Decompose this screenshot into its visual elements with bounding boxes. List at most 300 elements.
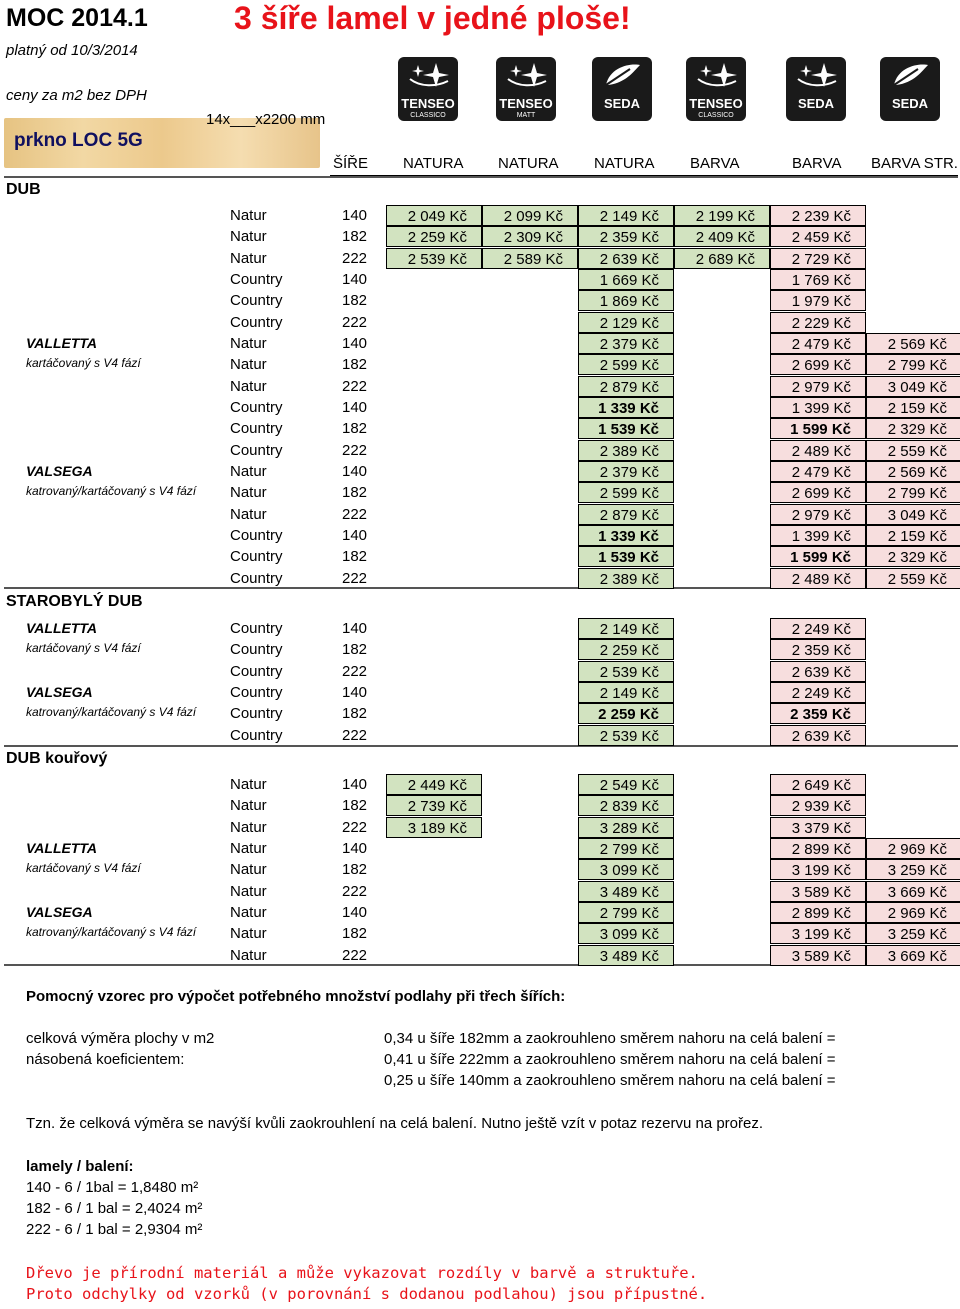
empty-cell (674, 482, 770, 503)
price-cell: 2 489 Kč (770, 568, 866, 589)
price-cell: 1 539 Kč (578, 546, 674, 567)
price-cell: 2 739 Kč (386, 795, 482, 816)
empty-cell (674, 546, 770, 567)
variant-label: VALSEGA (26, 463, 93, 479)
section-title: DUB (6, 181, 41, 198)
empty-cell (482, 795, 578, 816)
width-cell: 182 (342, 861, 368, 878)
quality-cell: Country (230, 663, 283, 680)
empty-cell (674, 333, 770, 354)
empty-cell (482, 440, 578, 461)
logo-subtitle: CLASSICO (410, 112, 446, 119)
empty-cell (386, 504, 482, 525)
width-cell: 182 (342, 925, 368, 942)
pack-222: 222 - 6 / 1 bal = 2,9304 m² (26, 1221, 203, 1238)
quality-cell: Natur (230, 819, 267, 836)
width-cell: 140 (342, 620, 368, 637)
price-cell: 2 239 Kč (770, 205, 866, 226)
empty-cell (386, 354, 482, 375)
price-cell: 2 899 Kč (770, 902, 866, 923)
table-row (226, 661, 958, 682)
price-cell: 2 329 Kč (866, 418, 960, 439)
quality-cell: Country (230, 641, 283, 658)
price-cell: 3 489 Kč (578, 945, 674, 966)
price-cell: 1 339 Kč (578, 525, 674, 546)
area-label: celková výměra plochy v m2 (26, 1030, 215, 1047)
width-cell: 182 (342, 641, 368, 658)
empty-cell (482, 618, 578, 639)
empty-cell (386, 376, 482, 397)
table-row (226, 504, 958, 525)
column-header: NATURA (498, 155, 559, 172)
price-cell: 2 569 Kč (866, 461, 960, 482)
empty-cell (482, 661, 578, 682)
table-row (226, 269, 958, 290)
price-cell: 2 159 Kč (866, 525, 960, 546)
empty-cell (674, 440, 770, 461)
empty-cell (866, 795, 960, 816)
price-cell: 2 359 Kč (770, 639, 866, 660)
table-row (226, 774, 958, 795)
width-cell: 182 (342, 797, 368, 814)
logo-subtitle: CLASSICO (698, 112, 734, 119)
coef-182: 0,34 u šíře 182mm a zaokrouhleno směrem nahoru na celá balení = (384, 1030, 836, 1047)
empty-cell (482, 333, 578, 354)
price-cell: 2 559 Kč (866, 440, 960, 461)
empty-cell (482, 482, 578, 503)
price-cell: 2 379 Kč (578, 333, 674, 354)
table-row (226, 817, 958, 838)
empty-cell (386, 682, 482, 703)
empty-cell (866, 817, 960, 838)
price-cell: 1 769 Kč (770, 269, 866, 290)
price-cell: 1 869 Kč (578, 290, 674, 311)
empty-cell (866, 682, 960, 703)
quality-cell: Natur (230, 506, 267, 523)
empty-cell (866, 226, 960, 247)
stars-icon (794, 61, 838, 89)
table-row (226, 639, 958, 660)
price-cell: 2 699 Kč (770, 482, 866, 503)
price-cell: 2 729 Kč (770, 248, 866, 269)
price-cell: 3 099 Kč (578, 859, 674, 880)
price-cell: 2 549 Kč (578, 774, 674, 795)
table-row (226, 902, 958, 923)
empty-cell (482, 725, 578, 746)
price-cell: 3 099 Kč (578, 923, 674, 944)
empty-cell (482, 461, 578, 482)
coef-140: 0,25 u šíře 140mm a zaokrouhleno směrem nahoru na celá balení = (384, 1072, 836, 1089)
price-cell: 2 199 Kč (674, 205, 770, 226)
empty-cell (674, 661, 770, 682)
price-cell: 2 969 Kč (866, 838, 960, 859)
table-row (226, 838, 958, 859)
width-cell: 222 (342, 947, 368, 964)
table-row (226, 397, 958, 418)
empty-cell (482, 269, 578, 290)
empty-cell (674, 418, 770, 439)
variant-label: VALSEGA (26, 684, 93, 700)
price-cell: 2 249 Kč (770, 682, 866, 703)
column-header: NATURA (594, 155, 655, 172)
section-title: STAROBYLÝ DUB (6, 593, 143, 610)
price-cell: 2 799 Kč (866, 354, 960, 375)
width-cell: 182 (342, 292, 368, 309)
price-cell: 2 479 Kč (770, 333, 866, 354)
packs-title: lamely / balení: (26, 1158, 134, 1175)
empty-cell (674, 902, 770, 923)
price-cell: 2 479 Kč (770, 461, 866, 482)
price-cell: 2 799 Kč (578, 838, 674, 859)
price-cell: 2 159 Kč (866, 397, 960, 418)
empty-cell (386, 568, 482, 589)
coef-222: 0,41 u šíře 222mm a zaokrouhleno směrem nahoru na celá balení = (384, 1051, 836, 1068)
empty-cell (482, 397, 578, 418)
price-cell: 3 259 Kč (866, 923, 960, 944)
empty-cell (482, 945, 578, 966)
formula-title: Pomocný vzorec pro výpočet potřebného množství podlahy při třech šířích: (26, 988, 566, 1005)
table-row (226, 418, 958, 439)
empty-cell (674, 290, 770, 311)
variant-description: katrovaný/kartáčovaný s V4 fází (26, 925, 197, 939)
price-cell: 2 539 Kč (578, 661, 674, 682)
column-header: BARVA (690, 155, 740, 172)
price-cell: 3 189 Kč (386, 817, 482, 838)
width-cell: 140 (342, 684, 368, 701)
empty-cell (674, 568, 770, 589)
empty-cell (386, 525, 482, 546)
table-row (226, 333, 958, 354)
price-cell: 2 229 Kč (770, 312, 866, 333)
empty-cell (386, 838, 482, 859)
quality-cell: Natur (230, 484, 267, 501)
quality-cell: Country (230, 314, 283, 331)
quality-cell: Country (230, 570, 283, 587)
quality-cell: Country (230, 527, 283, 544)
price-cell: 2 539 Kč (386, 248, 482, 269)
column-header: NATURA (403, 155, 464, 172)
price-cell: 2 389 Kč (578, 568, 674, 589)
price-cell: 2 689 Kč (674, 248, 770, 269)
table-row (226, 795, 958, 816)
price-cell: 1 599 Kč (770, 546, 866, 567)
variant-description: katrovaný/kartáčovaný s V4 fází (26, 705, 197, 719)
empty-cell (674, 312, 770, 333)
empty-cell (482, 703, 578, 724)
price-cell: 2 599 Kč (578, 354, 674, 375)
empty-cell (482, 546, 578, 567)
width-cell: 222 (342, 250, 368, 267)
empty-cell (386, 945, 482, 966)
price-cell: 3 669 Kč (866, 881, 960, 902)
empty-cell (386, 881, 482, 902)
leaf-icon (888, 61, 932, 89)
table-row (226, 461, 958, 482)
empty-cell (482, 525, 578, 546)
price-cell: 2 129 Kč (578, 312, 674, 333)
empty-cell (674, 354, 770, 375)
width-cell: 222 (342, 570, 368, 587)
empty-cell (482, 817, 578, 838)
width-cell: 140 (342, 335, 368, 352)
coef-label: násobená koeficientem: (26, 1051, 185, 1068)
logo-tenseo-0 (398, 57, 458, 121)
empty-cell (674, 682, 770, 703)
table-row (226, 376, 958, 397)
column-header: ŠÍŘE (333, 155, 369, 172)
quality-cell: Country (230, 442, 283, 459)
rounding-note: Tzn. že celková výměra se navýší kvůli zaokrouhlení na celá balení. Nutno ještě vzít v potaz rezervu na prořez. (26, 1115, 764, 1132)
width-cell: 222 (342, 442, 368, 459)
empty-cell (866, 639, 960, 660)
price-cell: 3 669 Kč (866, 945, 960, 966)
logo-name: TENSEO (689, 96, 743, 111)
logo-tenseo-3 (686, 57, 746, 121)
empty-cell (674, 376, 770, 397)
empty-cell (866, 618, 960, 639)
empty-cell (674, 817, 770, 838)
price-cell: 1 599 Kč (770, 418, 866, 439)
table-row (226, 546, 958, 567)
price-cell: 2 639 Kč (770, 661, 866, 682)
quality-cell: Natur (230, 250, 267, 267)
price-cell: 2 259 Kč (578, 703, 674, 724)
quality-cell: Country (230, 684, 283, 701)
empty-cell (866, 290, 960, 311)
quality-cell: Natur (230, 840, 267, 857)
width-cell: 140 (342, 527, 368, 544)
width-cell: 222 (342, 819, 368, 836)
empty-cell (866, 269, 960, 290)
table-row (226, 945, 958, 966)
quality-cell: Natur (230, 797, 267, 814)
empty-cell (482, 838, 578, 859)
price-cell: 1 399 Kč (770, 525, 866, 546)
empty-cell (386, 703, 482, 724)
quality-cell: Natur (230, 883, 267, 900)
quality-cell: Country (230, 399, 283, 416)
price-cell: 2 389 Kč (578, 440, 674, 461)
width-cell: 140 (342, 463, 368, 480)
price-cell: 2 359 Kč (578, 226, 674, 247)
variant-description: kartáčovaný s V4 fází (26, 861, 141, 875)
quality-cell: Natur (230, 207, 267, 224)
empty-cell (386, 725, 482, 746)
section-title: DUB kouřový (6, 750, 108, 767)
logo-name: TENSEO (401, 96, 455, 111)
empty-cell (386, 618, 482, 639)
quality-cell: Natur (230, 356, 267, 373)
logo-tenseo-1 (496, 57, 556, 121)
empty-cell (386, 418, 482, 439)
price-cell: 2 899 Kč (770, 838, 866, 859)
table-row (226, 290, 958, 311)
price-cell: 1 669 Kč (578, 269, 674, 290)
price-cell: 2 569 Kč (866, 333, 960, 354)
logo-name: SEDA (797, 96, 835, 111)
empty-cell (482, 568, 578, 589)
empty-cell (674, 269, 770, 290)
width-cell: 182 (342, 228, 368, 245)
price-cell: 3 199 Kč (770, 923, 866, 944)
empty-cell (674, 461, 770, 482)
empty-cell (674, 859, 770, 880)
price-cell: 2 879 Kč (578, 504, 674, 525)
empty-cell (482, 354, 578, 375)
empty-cell (482, 639, 578, 660)
price-cell: 2 979 Kč (770, 504, 866, 525)
variant-label: VALLETTA (26, 335, 98, 351)
column-header: BARVA (792, 155, 842, 172)
empty-cell (674, 504, 770, 525)
width-cell: 182 (342, 705, 368, 722)
price-cell: 2 259 Kč (578, 639, 674, 660)
table-row (226, 682, 958, 703)
empty-cell (482, 376, 578, 397)
width-cell: 222 (342, 378, 368, 395)
price-cell: 2 449 Kč (386, 774, 482, 795)
empty-cell (386, 440, 482, 461)
price-cell: 2 149 Kč (578, 618, 674, 639)
variant-label: VALLETTA (26, 620, 98, 636)
width-cell: 140 (342, 207, 368, 224)
empty-cell (482, 682, 578, 703)
width-cell: 222 (342, 883, 368, 900)
empty-cell (482, 290, 578, 311)
logo-name: SEDA (891, 96, 929, 111)
empty-cell (386, 859, 482, 880)
price-cell: 2 359 Kč (770, 703, 866, 724)
price-cell: 2 799 Kč (866, 482, 960, 503)
empty-cell (674, 525, 770, 546)
logo-seda-5 (880, 57, 940, 121)
price-cell: 2 249 Kč (770, 618, 866, 639)
table-row (226, 354, 958, 375)
table-row (226, 205, 958, 226)
price-cell: 2 589 Kč (482, 248, 578, 269)
pack-182: 182 - 6 / 1 bal = 2,4024 m² (26, 1200, 203, 1217)
table-row (226, 440, 958, 461)
empty-cell (386, 546, 482, 567)
quality-cell: Country (230, 705, 283, 722)
width-cell: 140 (342, 271, 368, 288)
empty-cell (866, 661, 960, 682)
empty-cell (866, 725, 960, 746)
quality-cell: Natur (230, 904, 267, 921)
empty-cell (482, 418, 578, 439)
empty-cell (482, 902, 578, 923)
quality-cell: Country (230, 620, 283, 637)
headline: 3 šíře lamel v jedné ploše! (234, 0, 631, 36)
empty-cell (674, 795, 770, 816)
price-cell: 2 649 Kč (770, 774, 866, 795)
price-cell: 3 259 Kč (866, 859, 960, 880)
logo-subtitle: MATT (516, 112, 536, 119)
quality-cell: Country (230, 420, 283, 437)
empty-cell (482, 312, 578, 333)
price-cell: 3 379 Kč (770, 817, 866, 838)
quality-cell: Country (230, 292, 283, 309)
empty-cell (386, 639, 482, 660)
table-row (226, 248, 958, 269)
price-cell: 2 879 Kč (578, 376, 674, 397)
valid-from: platný od 10/3/2014 (6, 42, 138, 59)
stars-icon (694, 61, 738, 89)
quality-cell: Natur (230, 335, 267, 352)
dimensions: 14x___x2200 mm (206, 111, 326, 128)
empty-cell (866, 703, 960, 724)
price-cell: 2 969 Kč (866, 902, 960, 923)
width-cell: 140 (342, 399, 368, 416)
price-cell: 2 459 Kč (770, 226, 866, 247)
price-cell: 2 049 Kč (386, 205, 482, 226)
empty-cell (482, 774, 578, 795)
price-cell: 2 149 Kč (578, 205, 674, 226)
variant-label: VALSEGA (26, 904, 93, 920)
column-header: BARVA STR. (871, 155, 958, 172)
table-row (226, 482, 958, 503)
price-cell: 3 049 Kč (866, 504, 960, 525)
price-cell: 2 099 Kč (482, 205, 578, 226)
table-row (226, 725, 958, 746)
price-cell: 2 149 Kč (578, 682, 674, 703)
variant-label: VALLETTA (26, 840, 98, 856)
stars-icon (406, 61, 450, 89)
price-cell: 1 539 Kč (578, 418, 674, 439)
table-row (226, 923, 958, 944)
table-row (226, 226, 958, 247)
empty-cell (386, 902, 482, 923)
logo-seda-4 (786, 57, 846, 121)
price-cell: 2 639 Kč (578, 248, 674, 269)
price-cell: 3 049 Kč (866, 376, 960, 397)
logo-seda-2 (592, 57, 652, 121)
price-cell: 2 559 Kč (866, 568, 960, 589)
price-list-title: MOC 2014.1 (6, 4, 148, 32)
empty-cell (386, 397, 482, 418)
price-cell: 2 599 Kč (578, 482, 674, 503)
disclaimer-1: Dřevo je přírodní materiál a může vykazovat rozdíly v barvě a struktuře. (26, 1264, 698, 1282)
empty-cell (674, 725, 770, 746)
price-cell: 2 639 Kč (770, 725, 866, 746)
product-name: prkno LOC 5G (14, 130, 143, 151)
price-cell: 3 589 Kč (770, 881, 866, 902)
empty-cell (386, 482, 482, 503)
price-cell: 3 289 Kč (578, 817, 674, 838)
width-cell: 222 (342, 727, 368, 744)
quality-cell: Natur (230, 861, 267, 878)
price-cell: 3 589 Kč (770, 945, 866, 966)
price-cell: 1 979 Kč (770, 290, 866, 311)
empty-cell (674, 923, 770, 944)
empty-cell (866, 205, 960, 226)
empty-cell (386, 269, 482, 290)
empty-cell (866, 312, 960, 333)
pack-140: 140 - 6 / 1bal = 1,8480 m² (26, 1179, 199, 1196)
empty-cell (386, 923, 482, 944)
empty-cell (674, 703, 770, 724)
table-row (226, 703, 958, 724)
empty-cell (482, 923, 578, 944)
empty-cell (866, 774, 960, 795)
price-cell: 1 399 Kč (770, 397, 866, 418)
width-cell: 140 (342, 776, 368, 793)
price-cell: 3 489 Kč (578, 881, 674, 902)
quality-cell: Natur (230, 947, 267, 964)
width-cell: 222 (342, 663, 368, 680)
logo-name: TENSEO (499, 96, 553, 111)
width-cell: 140 (342, 840, 368, 857)
